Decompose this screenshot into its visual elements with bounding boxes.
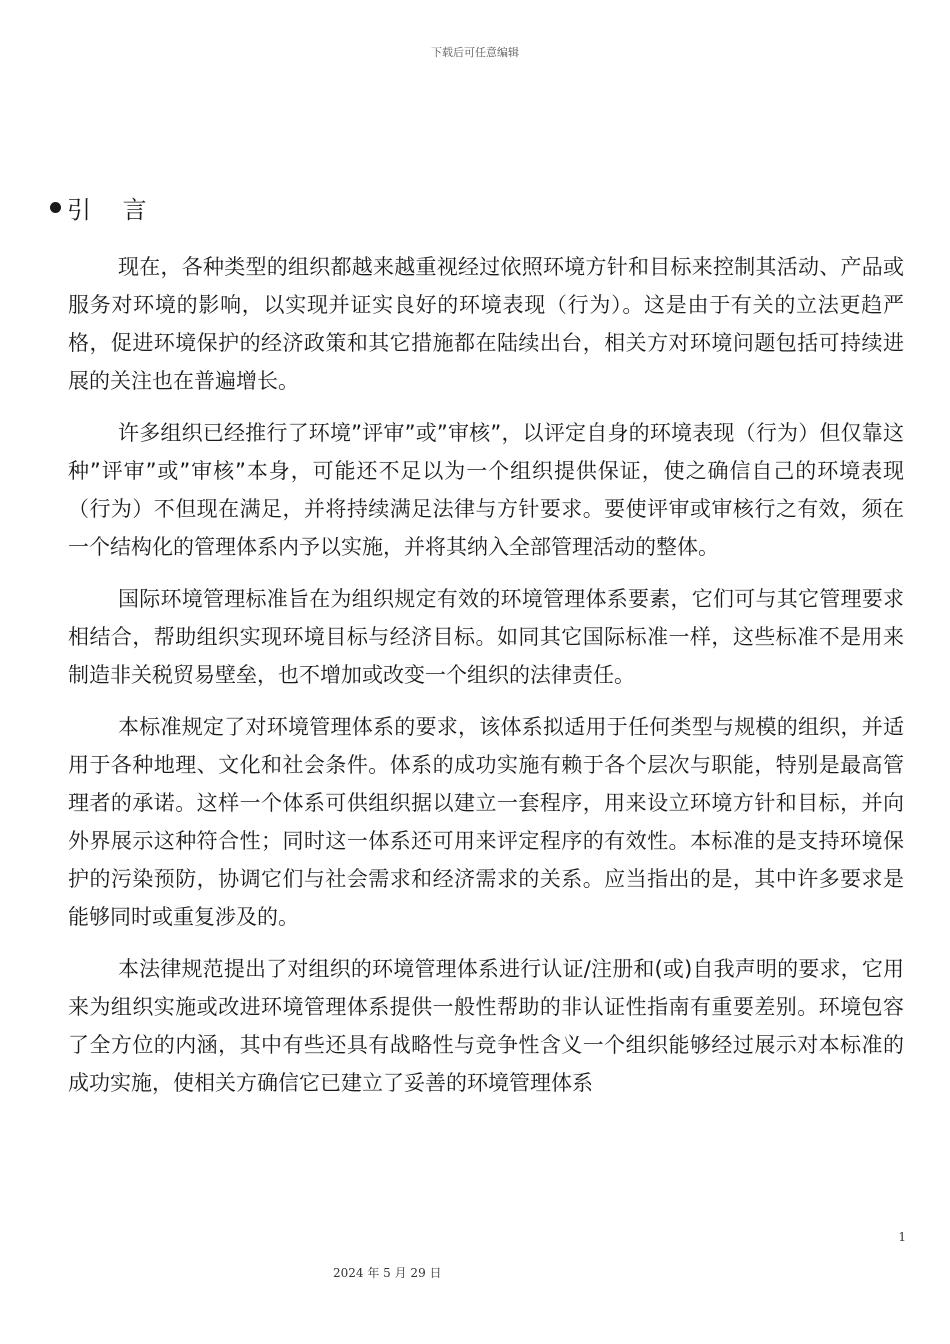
section-heading-text: 引 言 — [67, 196, 147, 224]
paragraph: 国际环境管理标准旨在为组织规定有效的环境管理体系要素，它们可与其它管理要求相结合，帮助组织实现环境目标与经济目标。如同其它国际标准一样，这些标准不是用来制造非关税贸易壁垒，也不增加或改变一个组织的法律责任。 — [68, 587, 904, 687]
footer-date: 2024 年 5 月 29 日 — [333, 1266, 442, 1280]
bullet-icon — [50, 202, 61, 213]
page-number: 1 — [898, 1230, 906, 1244]
section-heading — [50, 190, 147, 225]
paragraph: 现在，各种类型的组织都越来越重视经过依照环境方针和目标来控制其活动、产品或服务对环境的影响，以实现并证实良好的环境表现（行为）。这是由于有关的立法更趋严格，促进环境保护的经济政策和其它措施都在陆续出台，相关方对环境问题包括可持续进展的关注也在普遍增长。 — [68, 255, 904, 393]
paragraph: 本法律规范提出了对组织的环境管理体系进行认证/注册和(或)自我声明的要求，它用来为组织实施或改进环境管理体系提供一般性帮助的非认证性指南有重要差别。环境包容了全方位的内涵，其中有些还具有战略性与竞争性含义一个组织能够经过展示对本标准的成功实施，使相关方确信它已建立了妥善的环境管理体系 — [68, 957, 904, 1095]
paragraph: 本标准规定了对环境管理体系的要求，该体系拟适用于任何类型与规模的组织，并适用于各种地理、文化和社会条件。体系的成功实施有赖于各个层次与职能，特别是最高管理者的承诺。这样一个体系可供组织据以建立一套程序，用来设立环境方针和目标，并向外界展示这种符合性；同时这一体系还可用来评定程序的有效性。本标准的是支持环境保护的污染预防，协调它们与社会需求和经济需求的关系。应当指出的是，其中许多要求是能够同时或重复涉及的。 — [68, 715, 904, 929]
header-note: 下载后可任意编辑 — [431, 46, 519, 59]
document-body — [68, 248, 904, 1116]
paragraph: 许多组织已经推行了环境”评审”或”审核”，以评定自身的环境表现（行为）但仅靠这种”评审”或”审核”本身，可能还不足以为一个组织提供保证，使之确信自己的环境表现（行为）不但现在满足，并将持续满足法律与方针要求。要使评审或审核行之有效，须在一个结构化的管理体系内予以实施，并将其纳入全部管理活动的整体。 — [68, 421, 904, 559]
